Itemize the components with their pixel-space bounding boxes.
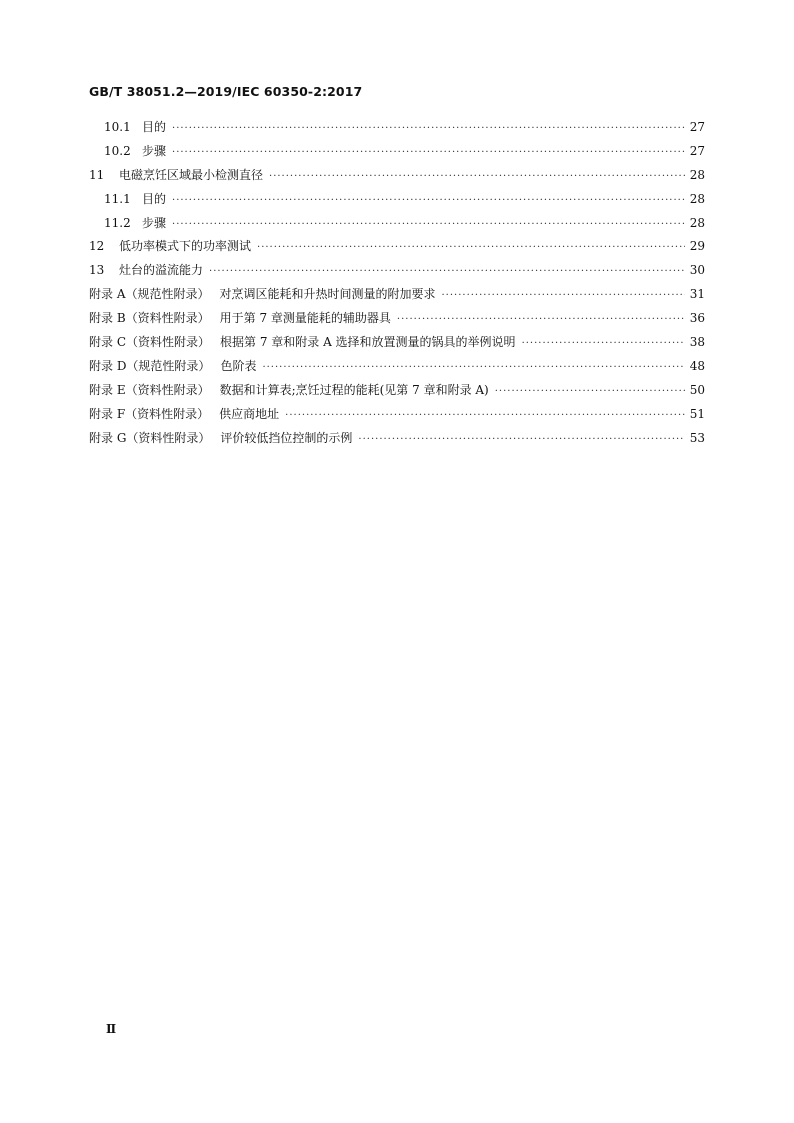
toc-annex-label: 附录 C（资料性附录） [89, 335, 210, 350]
toc-entry-annex-f[interactable] [89, 405, 705, 429]
toc-entry-10-2[interactable] [89, 142, 705, 166]
toc-leader [397, 314, 685, 325]
toc-title: 对烹调区能耗和升热时间测量的附加要求 [219, 287, 436, 302]
toc-entry-10-1[interactable] [89, 118, 705, 142]
toc-title: 色阶表 [220, 358, 257, 373]
toc-page: 28 [689, 215, 705, 230]
toc-leader [172, 195, 685, 206]
toc-title: 目的 [142, 120, 167, 134]
toc-page: 51 [689, 406, 705, 421]
toc-entry-annex-b[interactable] [89, 309, 705, 333]
toc-page: 36 [689, 311, 705, 326]
toc-leader [172, 219, 685, 230]
toc-number: 11.2 [104, 215, 131, 230]
toc-leader [269, 171, 685, 182]
toc-entry-13[interactable] [89, 261, 705, 285]
toc-number: 10.2 [104, 143, 131, 158]
toc-title: 电磁烹饪区域最小检测直径 [119, 167, 264, 182]
toc-entry-11-1[interactable] [89, 190, 705, 214]
toc-title: 低功率模式下的功率测试 [119, 239, 252, 254]
toc-page: 30 [689, 263, 705, 278]
toc-entry-annex-a[interactable] [89, 285, 705, 309]
toc-page: 29 [689, 239, 705, 254]
toc-title: 步骤 [142, 143, 167, 158]
toc-number: 12 [89, 239, 105, 254]
toc-leader [358, 434, 685, 445]
toc-number: 11 [89, 167, 105, 182]
toc-annex-label: 附录 E（资料性附录） [89, 382, 210, 397]
toc-leader [495, 386, 685, 397]
toc-entry-12[interactable] [89, 237, 705, 261]
toc-title: 供应商地址 [219, 406, 280, 421]
toc-page: 27 [689, 143, 705, 158]
document-header: GB/T 38051.2—2019/IEC 60350-2:2017 [89, 84, 363, 99]
toc-page: 53 [689, 430, 705, 445]
toc-leader [285, 410, 685, 421]
toc-entry-annex-g[interactable] [89, 429, 705, 453]
toc-entry-annex-e[interactable] [89, 381, 705, 405]
toc-page: 27 [689, 120, 705, 134]
toc-entry-11[interactable] [89, 166, 705, 190]
toc-leader [257, 242, 685, 253]
toc-page: 50 [689, 382, 705, 397]
toc-page: 28 [689, 167, 705, 182]
toc-page: 38 [689, 335, 705, 350]
toc-leader [262, 362, 685, 373]
toc-number: 10.1 [104, 120, 131, 134]
toc-annex-label: 附录 F（资料性附录） [89, 406, 210, 421]
toc-leader [172, 147, 685, 158]
table-of-contents [89, 118, 705, 452]
toc-leader [172, 123, 685, 134]
toc-title: 数据和计算表;烹饪过程的能耗(见第 7 章和附录 A) [219, 382, 489, 397]
toc-annex-label: 附录 A（规范性附录） [89, 287, 210, 302]
toc-annex-label: 附录 G（资料性附录） [89, 430, 211, 445]
toc-title: 灶台的溢流能力 [119, 263, 204, 278]
toc-annex-label: 附录 B（资料性附录） [89, 311, 210, 326]
toc-leader [522, 338, 685, 349]
toc-page: 28 [689, 191, 705, 206]
toc-page: 48 [689, 358, 705, 373]
toc-title: 评价较低挡位控制的示例 [220, 430, 353, 445]
toc-entry-annex-c[interactable] [89, 333, 705, 357]
toc-entry-11-2[interactable] [89, 214, 705, 238]
toc-title: 根据第 7 章和附录 A 选择和放置测量的锅具的举例说明 [220, 335, 516, 350]
toc-page: 31 [689, 287, 705, 302]
toc-title: 步骤 [142, 215, 167, 230]
toc-entry-annex-d[interactable] [89, 357, 705, 381]
toc-annex-label: 附录 D（规范性附录） [89, 358, 211, 373]
toc-title: 目的 [142, 191, 167, 206]
toc-leader [209, 266, 685, 277]
toc-leader [442, 290, 686, 301]
toc-title: 用于第 7 章测量能耗的辅助器具 [219, 311, 391, 326]
toc-number: 13 [89, 263, 105, 278]
toc-number: 11.1 [104, 191, 131, 206]
page-number: Ⅱ [106, 1022, 117, 1036]
